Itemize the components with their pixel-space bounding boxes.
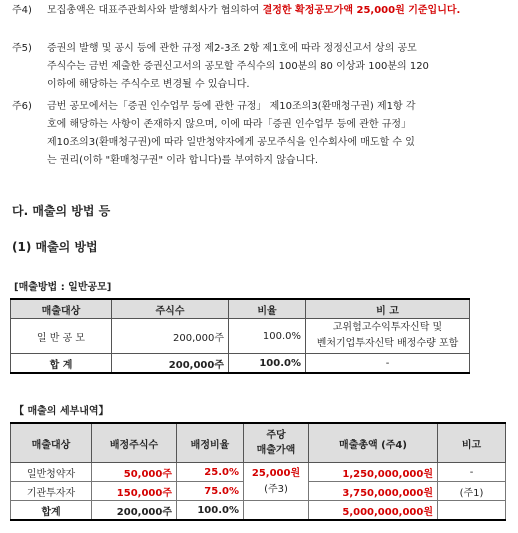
col-header: 주식수 — [112, 299, 229, 319]
table-row — [11, 319, 470, 354]
note-line: 금번 공모에서는「증권 인수업무 등에 관한 규정」 제10조의3(환매청구권) 제1항 각 — [47, 101, 416, 112]
col-header: 비율 — [229, 299, 306, 319]
cell-total-price — [244, 501, 309, 521]
cell-ratio: 25.0% — [177, 463, 244, 482]
cell-total-label: 합 계 — [11, 354, 112, 374]
price-value: 25,000원 — [251, 467, 301, 479]
cell-price — [244, 463, 309, 501]
cell-ratio: 100.0% — [229, 319, 306, 354]
price-note: (주3) — [264, 483, 288, 495]
col-header-price — [244, 423, 309, 463]
note-line: 주식수는 금번 제출한 증권신고서의 공모할 주식수의 100분의 80 이상과 100분의 120 — [47, 61, 429, 72]
note-line: 는 권리(이하 "환매청구권" 이라 합니다)를 부여하지 않습니다. — [47, 155, 319, 166]
note-number: 주4) — [12, 5, 32, 16]
note-line: 호에 해당하는 사항이 존재하지 않으며, 이에 따라「증권 인수업무 등에 관한 규정」 — [47, 119, 412, 130]
col-header: 매출총액 (주4) — [309, 423, 438, 463]
note-line: 고위험고수익투자신탁 및 — [332, 322, 443, 333]
cell-shares: 200,000주 — [112, 319, 229, 354]
section-title: 다. 매출의 방법 등 — [12, 204, 111, 218]
cell-shares: 50,000주 — [92, 463, 177, 482]
note-line: 벤처기업투자신탁 배정수량 포함 — [316, 338, 459, 349]
cell-total-ratio: 100.0% — [229, 354, 306, 374]
cell-total-note — [438, 501, 506, 521]
subsection-title: (1) 매출의 방법 — [12, 240, 98, 254]
cell-total-shares: 200,000주 — [92, 501, 177, 521]
note-4 — [6, 2, 512, 38]
cell-total-ratio: 100.0% — [177, 501, 244, 521]
table-row — [11, 463, 506, 482]
cell-target: 일반청약자 — [11, 463, 92, 482]
cell-ratio: 75.0% — [177, 482, 244, 501]
cell-target: 일 반 공 모 — [11, 319, 112, 354]
col-header: 매출대상 — [11, 299, 112, 319]
cell-shares: 150,000주 — [92, 482, 177, 501]
cell-total-label: 합계 — [11, 501, 92, 521]
header-line: 매출가액 — [256, 445, 296, 456]
header-line: 주당 — [266, 430, 286, 441]
col-header: 비고 — [438, 423, 506, 463]
cell-total-shares: 200,000주 — [112, 354, 229, 374]
note-line: 제10조의3(환매청구권)에 따라 일반청약자에게 공모주식을 인수회사에 매도할 수 있 — [47, 137, 415, 148]
table-total-row — [11, 501, 506, 521]
cell-total-note: - — [306, 354, 470, 374]
col-header: 배정비율 — [177, 423, 244, 463]
table-total-row — [11, 354, 470, 374]
cell-total: 3,750,000,000원 — [309, 482, 438, 501]
cell-total-amount: 5,000,000,000원 — [309, 501, 438, 521]
cell-note — [306, 319, 470, 354]
note-line: 이하에 해당하는 주식수로 변경될 수 있습니다. — [47, 79, 250, 90]
cell-target: 기관투자자 — [11, 482, 92, 501]
col-header: 매출대상 — [11, 423, 92, 463]
col-header: 비 고 — [306, 299, 470, 319]
note-number: 주6) — [12, 101, 32, 112]
note-number: 주5) — [12, 43, 32, 54]
table2-caption: 【 매출의 세부내역】 — [14, 406, 109, 417]
table1-caption: [매출방법 : 일반공모] — [14, 282, 112, 293]
col-header: 배정주식수 — [92, 423, 177, 463]
sales-detail-table — [10, 422, 506, 521]
cell-note: - — [438, 463, 506, 482]
cell-note: (주1) — [438, 482, 506, 501]
note-emphasis: 결정한 확정공모가액 25,000원 기준입니다. — [262, 5, 461, 16]
note-line: 증권의 발행 및 공시 등에 관한 규정 제2-3조 2항 제1호에 따라 정정신고서 상의 공모 — [47, 43, 417, 54]
note-text: 모집총액은 대표주관회사와 발행회사가 협의하여 — [47, 5, 263, 16]
cell-total: 1,250,000,000원 — [309, 463, 438, 482]
sales-method-table — [10, 298, 470, 374]
